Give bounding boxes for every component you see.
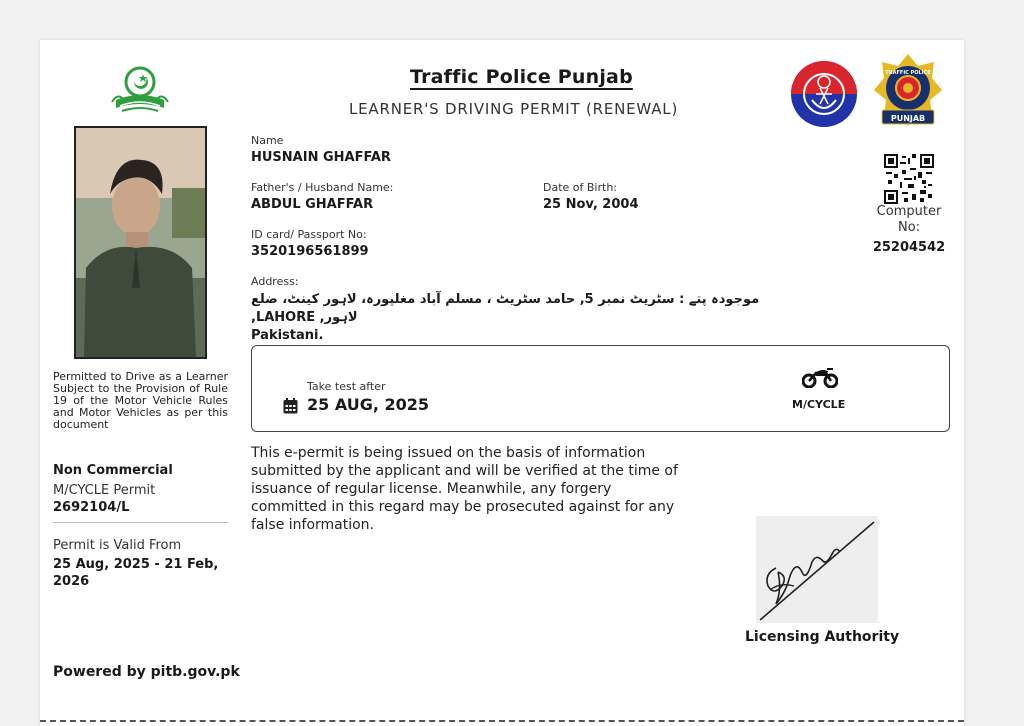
id-card-label: ID card/ Passport No:: [251, 228, 367, 241]
dob-label: Date of Birth:: [543, 181, 618, 194]
qr-code: [884, 154, 934, 204]
id-card-value: 3520196561899: [251, 244, 369, 259]
computer-no-label: Computer No:: [876, 204, 942, 235]
validity-range: 25 Aug, 2025 - 21 Feb, 2026: [53, 557, 219, 589]
permit-category: Non Commercial: [53, 463, 173, 478]
left-divider: [53, 522, 228, 523]
address-label: Address:: [251, 275, 299, 288]
badge-traffic-police-text: TRAFFIC POLICE: [885, 70, 931, 76]
calendar-icon: [283, 398, 298, 414]
address-line-2: Pakistani.: [251, 328, 324, 343]
disclaimer-text: This e-permit is being issued on the basis of information submitted by the applicant and will be verified at the time of issuance of regular license. Meanwhile, any forgery committed in this regard may be prosecuted against for any false information.: [251, 445, 678, 533]
permitted-statement: Permitted to Drive as a Learner Subject to the Provision of Rule 19 of the Motor Vehicle Rules and Motor Vehicles as per this document: [53, 370, 228, 431]
name-value: HUSNAIN GHAFFAR: [251, 150, 391, 165]
page-subtitle: LEARNER'S DRIVING PERMIT (RENEWAL): [349, 100, 679, 118]
cut-line: [40, 720, 964, 722]
traffic-police-badge: [872, 52, 944, 132]
licensing-authority-label: Licensing Authority: [745, 629, 900, 645]
applicant-photo: [74, 126, 207, 359]
page-title: Traffic Police Punjab: [410, 66, 633, 88]
address-value: [251, 291, 771, 345]
father-name-value: ABDUL GHAFFAR: [251, 197, 374, 212]
address-line-1: موجودہ پتے : سٹریٹ نمبر 5, حامد سٹریٹ ، مسلم آباد مغلپورہ، لاہور کینٹ، ضلع لاہور, LAHORE,: [251, 292, 760, 325]
motorcycle-icon: [802, 366, 838, 388]
permit-type: M/CYCLE Permit: [53, 483, 156, 498]
name-label: Name: [251, 134, 284, 147]
take-test-date: 25 AUG, 2025: [307, 395, 430, 414]
permit-number: 2692104/L: [53, 500, 130, 515]
dob-value: 25 Nov, 2004: [543, 197, 639, 212]
take-test-label: Take test after: [307, 380, 386, 393]
punjab-government-logo: [110, 62, 170, 118]
vehicle-type-label: M/CYCLE: [792, 398, 846, 411]
powered-by: Powered by pitb.gov.pk: [53, 664, 240, 680]
father-name-label: Father's / Husband Name:: [251, 181, 394, 194]
signature-image: [756, 516, 878, 623]
punjab-police-seal: [790, 60, 858, 128]
computer-no-value: 25204542: [872, 240, 946, 255]
validity-label: Permit is Valid From: [53, 538, 182, 553]
badge-punjab-text: PUNJAB: [890, 114, 926, 123]
